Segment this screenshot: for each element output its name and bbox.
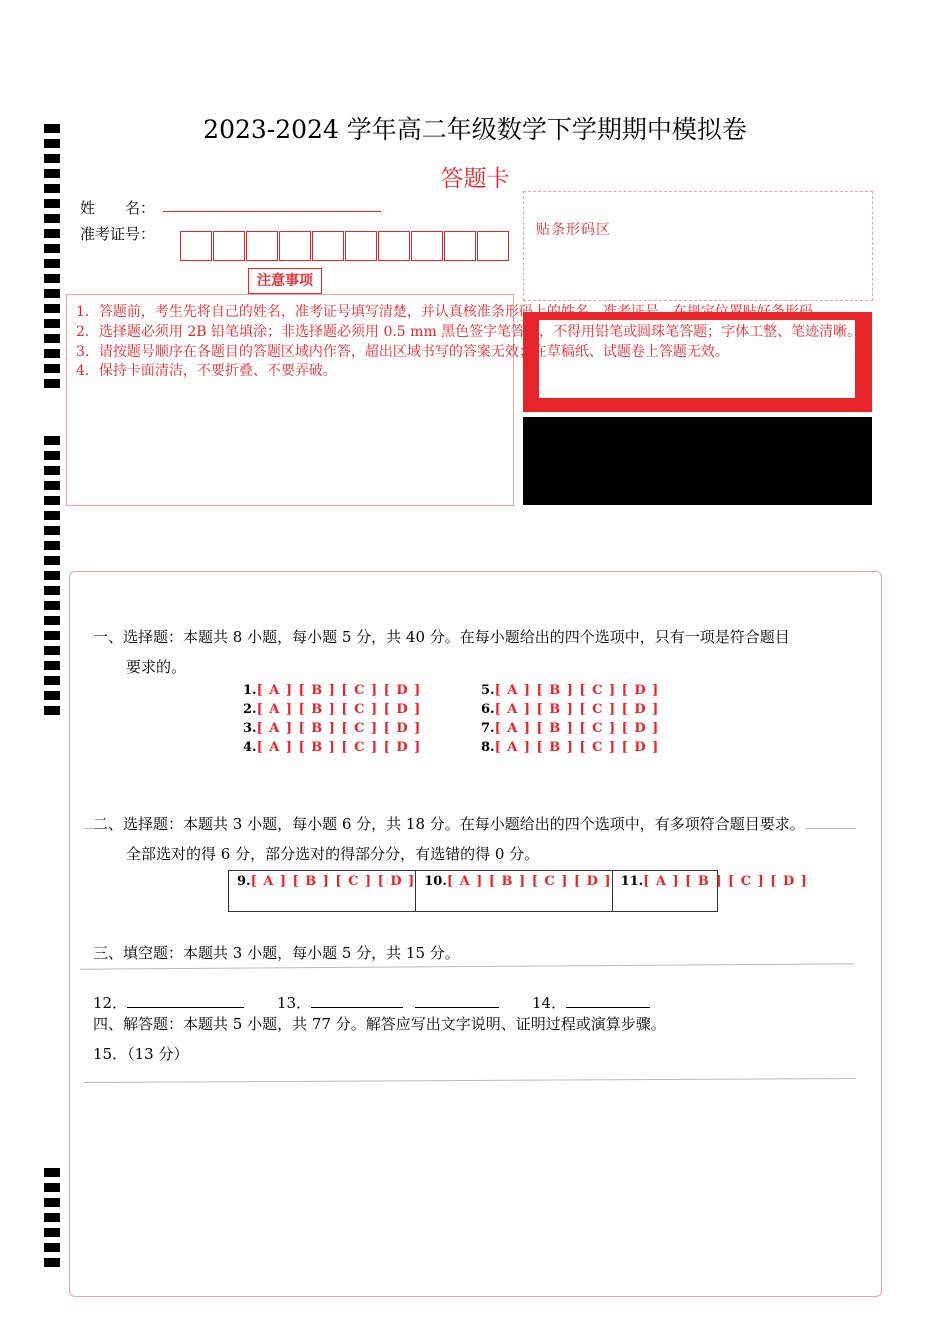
mc-question-4[interactable]: 4.[ A ] [ B ] [ C ] [ D ] bbox=[243, 740, 422, 755]
section4-title: 四、解答题：本题共 5 小题，共 77 分。解答应写出文字说明、证明过程或演算步骤。 bbox=[93, 1015, 666, 1033]
q14-blank[interactable] bbox=[566, 993, 650, 1008]
name-field[interactable] bbox=[163, 211, 381, 212]
section2-title-cont: 全部选对的得 6 分，部分选对的得部分分，有选错的得 0 分。 bbox=[126, 845, 540, 863]
q12-blank[interactable] bbox=[127, 993, 244, 1008]
mc-question-6[interactable]: 6.[ A ] [ B ] [ C ] [ D ] bbox=[481, 702, 660, 717]
name-label: 姓 名： bbox=[80, 199, 156, 217]
mc-question-2[interactable]: 2.[ A ] [ B ] [ C ] [ D ] bbox=[243, 702, 422, 717]
section2-title: 二、选择题：本题共 3 小题，每小题 6 分，共 18 分。在每小题给出的四个选项中，有多项符合题目要求。 bbox=[93, 815, 805, 833]
notice-item-2: 2．选择题必须用 2B 铅笔填涂；非选择题必须用 0.5 mm 黑色签字笔答题，不得用铅笔或圆珠笔答题；字体工整、笔迹清晰。 bbox=[76, 324, 862, 340]
barcode-zone bbox=[523, 191, 873, 301]
exam-id-box[interactable] bbox=[378, 231, 410, 261]
exam-id-box[interactable] bbox=[444, 231, 476, 261]
exam-id-box[interactable] bbox=[213, 231, 245, 261]
exam-id-box[interactable] bbox=[345, 231, 377, 261]
fill-question-12[interactable] bbox=[93, 992, 244, 1013]
exam-id-label: 准考证号： bbox=[80, 225, 156, 243]
section1-title-cont: 要求的。 bbox=[126, 658, 187, 676]
exam-id-box[interactable] bbox=[246, 231, 278, 261]
notice-title: 注意事项 bbox=[248, 268, 322, 294]
mc-question-10[interactable]: 10.[ A ] [ B ] [ C ] [ D ] bbox=[416, 871, 612, 911]
timing-marks-middle bbox=[44, 436, 60, 721]
notice-item-1: 1．答题前，考生先将自己的姓名，准考证号填写清楚，并认真核准条形码上的姓名、准考证号，在规定位置贴好条形码。 bbox=[76, 304, 827, 320]
exam-id-box[interactable] bbox=[279, 231, 311, 261]
q13-blank-1[interactable] bbox=[311, 993, 403, 1008]
q12-label: 12． bbox=[93, 994, 128, 1012]
section1-title: 一、选择题：本题共 8 小题，每小题 5 分，共 40 分。在每小题给出的四个选项中，只有一项是符合题目 bbox=[93, 628, 790, 646]
notice-item-3: 3．请按题号顺序在各题目的答题区域内作答，超出区域书写的答案无效；在草稿纸、试题卷上答题无效。 bbox=[76, 344, 729, 360]
exam-id-box[interactable] bbox=[411, 231, 443, 261]
multi-choice-table bbox=[228, 870, 808, 912]
mc-question-1[interactable]: 1.[ A ] [ B ] [ C ] [ D ] bbox=[243, 683, 422, 698]
mc-question-9[interactable]: 9.[ A ] [ B ] [ C ] [ D ] bbox=[229, 871, 416, 911]
answer-card-subtitle: 答题卡 bbox=[440, 166, 510, 192]
q13-blank-2[interactable] bbox=[415, 993, 499, 1008]
q13-label: 13． bbox=[277, 994, 312, 1012]
mc-question-3[interactable]: 3.[ A ] [ B ] [ C ] [ D ] bbox=[243, 721, 422, 736]
page-title: 2023-2024 学年高二年级数学下学期期中模拟卷 bbox=[203, 115, 747, 144]
mc-question-5[interactable]: 5.[ A ] [ B ] [ C ] [ D ] bbox=[481, 683, 660, 698]
question-15-label: 15．（13 分） bbox=[93, 1045, 189, 1063]
exam-id-box[interactable] bbox=[477, 231, 509, 261]
notice-item-4: 4．保持卡面清洁，不要折叠、不要弄破。 bbox=[76, 363, 337, 379]
mc-question-11[interactable]: 11.[ A ] [ B ] [ C ] [ D ] bbox=[620, 874, 808, 889]
mc-question-8[interactable]: 8.[ A ] [ B ] [ C ] [ D ] bbox=[481, 740, 660, 755]
barcode-label: 贴条形码区 bbox=[536, 222, 611, 238]
answer-area bbox=[69, 571, 882, 1297]
fill-question-14[interactable] bbox=[532, 992, 650, 1013]
fill-question-13[interactable] bbox=[277, 992, 499, 1013]
timing-marks-bottom bbox=[44, 1168, 60, 1273]
exam-id-boxes[interactable] bbox=[180, 231, 510, 261]
section3-title: 三、填空题：本题共 3 小题，每小题 5 分，共 15 分。 bbox=[93, 944, 460, 962]
mc-question-7[interactable]: 7.[ A ] [ B ] [ C ] [ D ] bbox=[481, 721, 660, 736]
black-block bbox=[523, 417, 872, 505]
q14-label: 14． bbox=[532, 994, 567, 1012]
exam-id-box[interactable] bbox=[312, 231, 344, 261]
exam-id-box[interactable] bbox=[180, 231, 212, 261]
